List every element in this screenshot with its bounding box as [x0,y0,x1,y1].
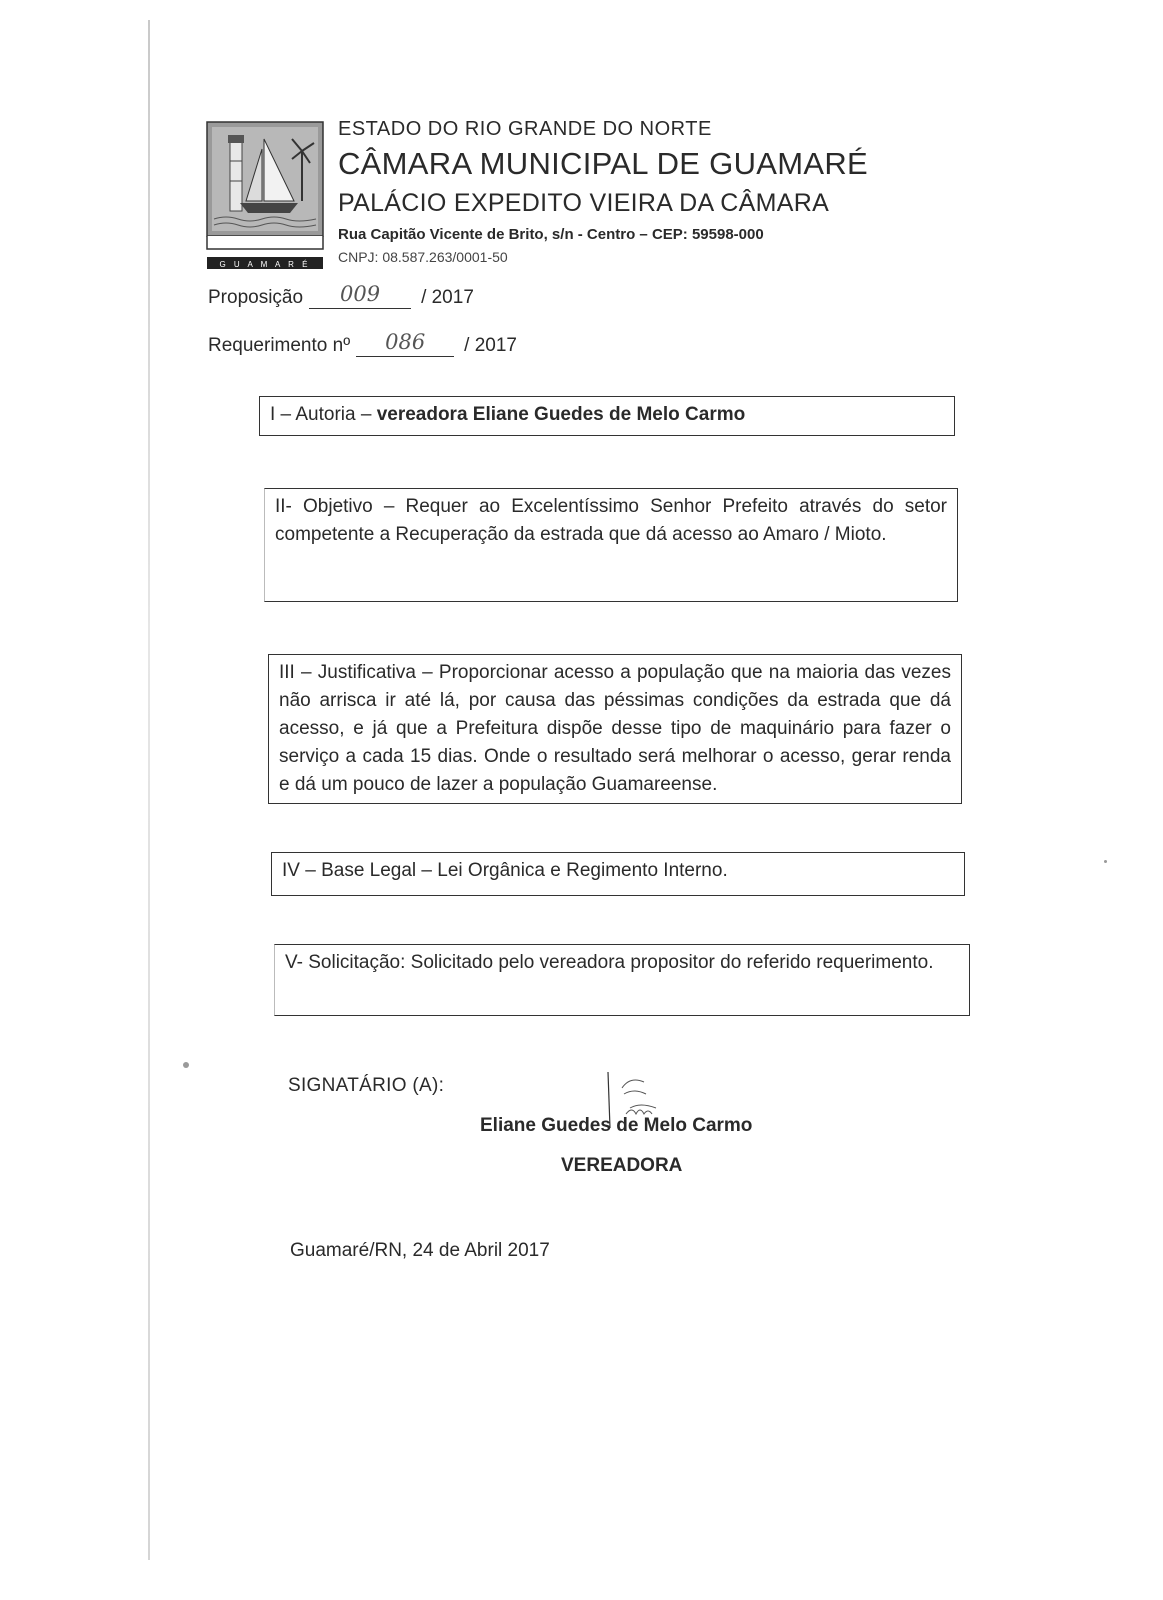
requerimento-label: Requerimento nº [208,335,351,356]
base-legal-box [271,852,965,896]
requerimento-number: 086 [356,332,454,357]
base-legal-text: IV – Base Legal – Lei Orgânica e Regimento Interno. [282,860,728,881]
palace-name: PALÁCIO EXPEDITO VIEIRA DA CÂMARA [338,189,830,217]
objetivo-box [264,488,958,602]
seal-text: G U A M A R É [219,260,311,269]
requerimento-year: / 2017 [464,335,517,356]
state-name: ESTADO DO RIO GRANDE DO NORTE [338,118,712,140]
justificativa-text: III – Justificativa – Proporcionar acesso a população que na maioria das vezes não arrisca ir até lá, por causa das péssimas condições da estrada que dá acesso, e já que a Prefeitura dispõe desse tipo de maquinário para fazer o serviço a cada 15 dias. Onde o resultado será melhorar o acesso, gerar renda e dá um pouco de lazer a população Guamareense. [279,662,951,795]
cnpj: CNPJ: 08.587.263/0001-50 [338,249,508,265]
autoria-value: vereadora Eliane Guedes de Melo Carmo [376,404,746,425]
letterhead [206,118,946,278]
proposicao-number: 009 [309,284,411,309]
requerimento-line [208,332,517,357]
signatory-label: SIGNATÁRIO (A): [288,1075,445,1096]
autoria-prefix: I – Autoria – [270,404,377,425]
signatory-name: Eliane Guedes de Melo Carmo [480,1115,753,1136]
justificativa-box [268,654,962,804]
scan-left-edge [148,20,150,1560]
signatory-role: VEREADORA [561,1155,683,1176]
objetivo-text: II- Objetivo – Requer ao Excelentíssimo Senhor Prefeito através do setor competente a Recuperação da estrada que dá acesso ao Amaro / Mioto. [275,496,947,545]
proposicao-line [208,284,474,309]
municipal-seal-logo [206,121,324,271]
solicitacao-text: V- Solicitação: Solicitado pelo vereadora propositor do referido requerimento. [285,952,934,973]
scan-speck [183,1062,189,1068]
proposicao-label: Proposição [208,287,304,308]
council-name: CÂMARA MUNICIPAL DE GUAMARÉ [338,146,869,181]
letterhead-text [338,118,868,266]
place-date: Guamaré/RN, 24 de Abril 2017 [290,1240,550,1261]
autoria-box [259,396,955,436]
scan-speck [1104,860,1107,863]
address: Rua Capitão Vicente de Brito, s/n - Centro – CEP: 59598-000 [338,226,764,243]
solicitacao-box [274,944,970,1016]
proposicao-year: / 2017 [421,287,474,308]
